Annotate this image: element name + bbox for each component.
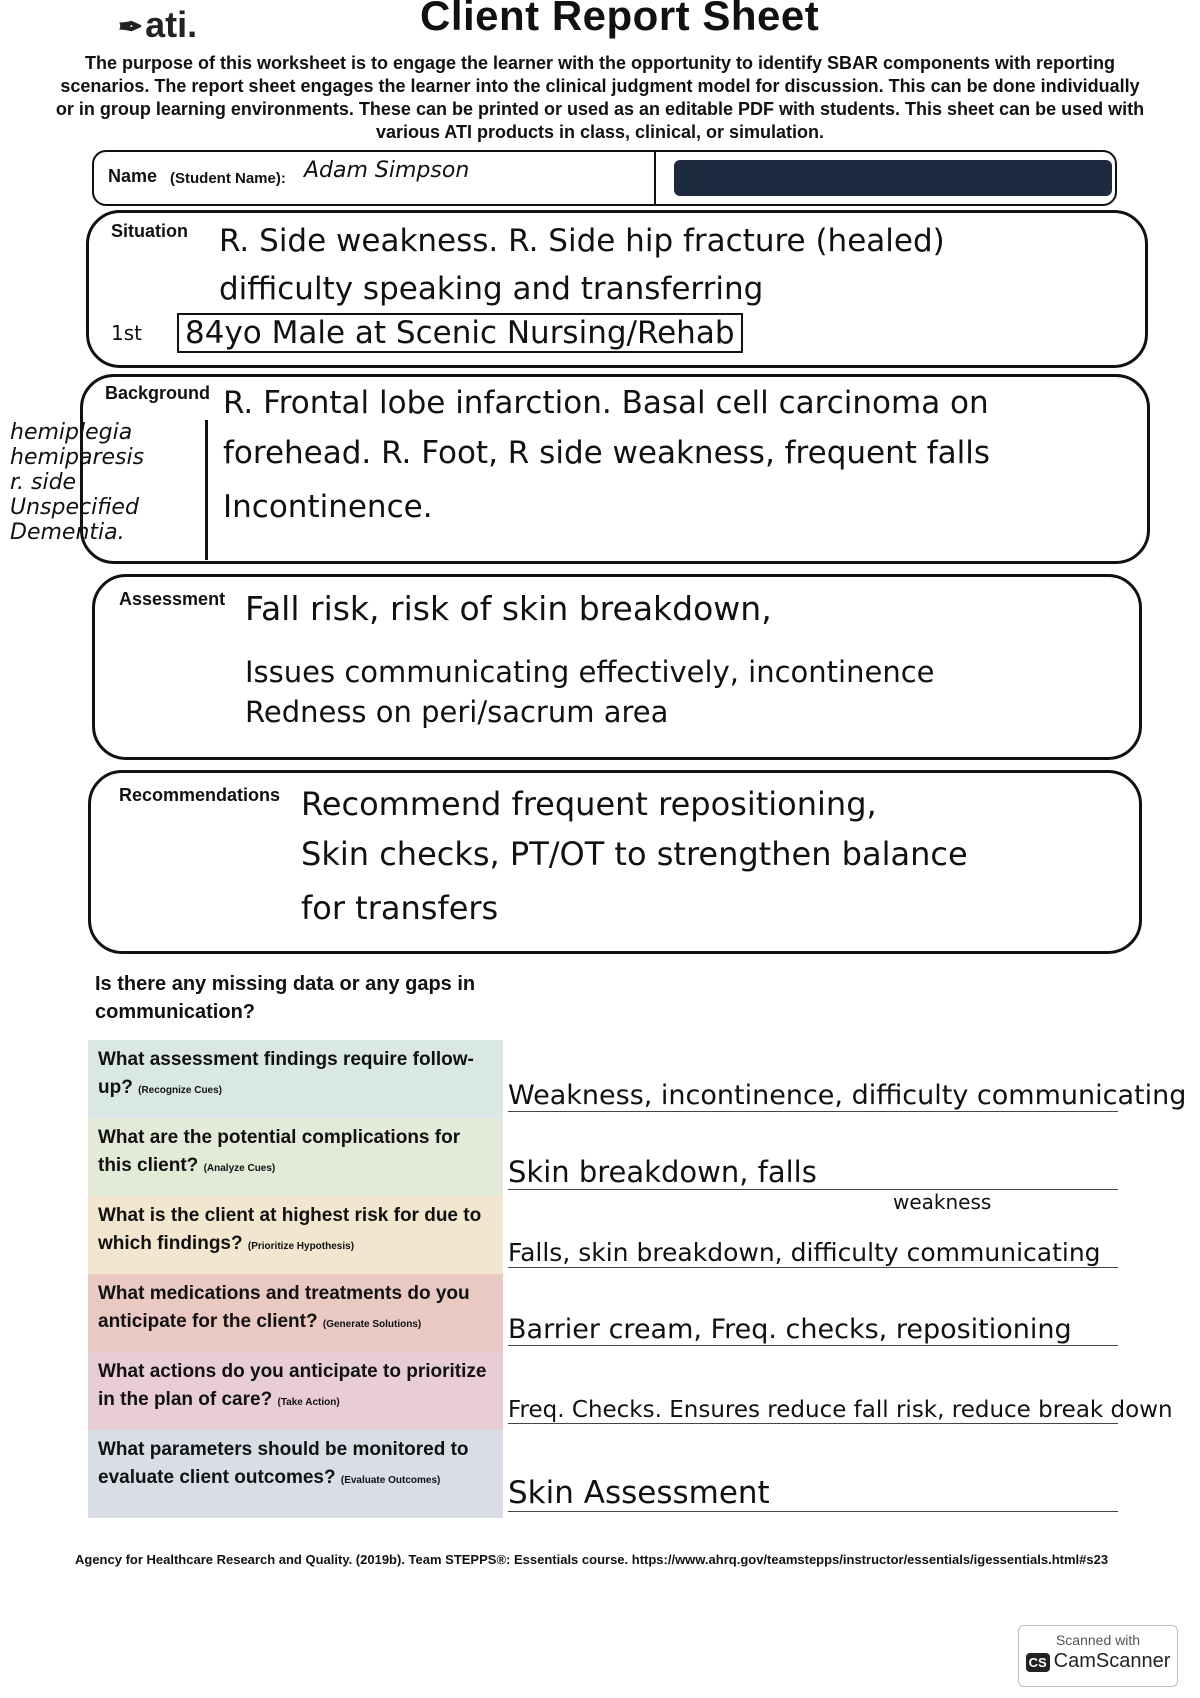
- camscanner-text: CamScanner: [1053, 1650, 1171, 1672]
- assessment-line-2[interactable]: Issues communicating effectively, incontinence: [245, 655, 935, 689]
- side-note-4: Unspecified: [10, 495, 139, 520]
- row-question-cell: [88, 1352, 503, 1430]
- situation-line-1[interactable]: R. Side weakness. R. Side hip fracture (healed): [219, 223, 945, 259]
- assessment-box: [92, 574, 1142, 760]
- intro-paragraph: The purpose of this worksheet is to engage the learner with the opportunity to identify SBAR components with reporting scenarios. The report sheet engages the learner into the clinical judgment model for discussion. This can be done individually or in group learning environments. These can be printed or used as an editable PDF with students. This sheet can be used with various ATI products in class, clinical, or simulation.: [55, 53, 1145, 142]
- row-analyze-cues: [88, 1118, 1118, 1196]
- student-name-value[interactable]: Adam Simpson: [304, 158, 470, 183]
- row-answer[interactable]: Freq. Checks. Ensures reduce fall risk, reduce break down: [508, 1397, 1173, 1423]
- row-answer-line: [508, 1238, 1118, 1268]
- row-answer[interactable]: Skin Assessment: [508, 1475, 770, 1511]
- row-take-action: [88, 1352, 1173, 1430]
- row-tag: (Recognize Cues): [138, 1085, 223, 1096]
- row-question: What actions do you anticipate to prioritize in the plan of care?: [98, 1361, 487, 1410]
- row-question: What parameters should be monitored to evaluate client outcomes?: [98, 1439, 469, 1488]
- recommendations-label: Recommendations: [119, 785, 281, 805]
- camscanner-badge: [1018, 1625, 1178, 1687]
- ati-logo: [118, 4, 197, 46]
- background-line-3[interactable]: Incontinence.: [223, 489, 433, 525]
- row-answer-line: [508, 1475, 1118, 1512]
- row-answer[interactable]: Barrier cream, Freq. checks, repositioning: [508, 1314, 1072, 1345]
- row-tag: (Take Action): [277, 1397, 340, 1408]
- logo-text: ati.: [145, 4, 198, 45]
- background-line-2[interactable]: forehead. R. Foot, R side weakness, frequent falls: [223, 435, 991, 471]
- redaction-block: [674, 160, 1112, 196]
- row-answer-line: [508, 1314, 1118, 1346]
- background-line-1[interactable]: R. Frontal lobe infarction. Basal cell carcinoma on: [223, 385, 989, 421]
- row-answer-extra[interactable]: weakness: [893, 1190, 992, 1214]
- row-answer-line: [508, 1155, 1118, 1190]
- situation-line-2[interactable]: difficulty speaking and transferring: [219, 271, 764, 307]
- row-answer[interactable]: Skin breakdown, falls: [508, 1155, 817, 1189]
- row-question-cell: [88, 1118, 503, 1196]
- row-evaluate-outcomes: [88, 1430, 1118, 1518]
- name-box: [92, 150, 1117, 206]
- citation: Agency for Healthcare Research and Quality. (2019b). Team STEPPS®: Essentials course. https://www.ahrq.gov/teamstepps/instructor/essentials/igessentials.html#s23: [75, 1552, 1109, 1567]
- row-question-cell: [88, 1040, 503, 1118]
- row-answer[interactable]: Falls, skin breakdown, difficulty communicating: [508, 1238, 1101, 1267]
- name-divider: [654, 152, 656, 204]
- row-answer-line: [508, 1397, 1173, 1424]
- row-answer[interactable]: Weakness, incontinence, difficulty communicating: [508, 1080, 1187, 1111]
- scanned-with-text: Scanned with: [1055, 1632, 1141, 1648]
- name-label: Name: [108, 166, 158, 186]
- side-note-5: Dementia.: [10, 520, 125, 545]
- camscanner-brand: [1019, 1650, 1177, 1673]
- row-question-cell: [88, 1430, 503, 1518]
- assessment-label: Assessment: [119, 589, 226, 609]
- gaps-question: Is there any missing data or any gaps in communication?: [95, 973, 476, 1023]
- row-question-cell: [88, 1196, 503, 1274]
- background-side-notes: [10, 420, 208, 560]
- row-question: What medications and treatments do you anticipate for the client?: [98, 1283, 470, 1332]
- assessment-line-1[interactable]: Fall risk, risk of skin breakdown,: [245, 589, 772, 628]
- row-tag: (Prioritize Hypothesis): [247, 1241, 355, 1252]
- name-sublabel: (Student Name):: [170, 170, 286, 187]
- row-question: What is the client at highest risk for due to which findings?: [98, 1205, 482, 1254]
- situation-box: [86, 210, 1148, 368]
- row-answer-line: [508, 1080, 1187, 1112]
- side-note-1: hemiplegia: [10, 420, 133, 445]
- row-recognize-cues: [88, 1040, 1187, 1118]
- row-prioritize-hypothesis: [88, 1190, 1118, 1274]
- situation-margin-note: 1st: [111, 321, 142, 345]
- page-title: Client Report Sheet: [420, 0, 820, 39]
- recommendations-box: [88, 770, 1142, 954]
- row-tag: (Analyze Cues): [203, 1163, 276, 1174]
- side-note-3: r. side: [10, 470, 77, 495]
- row-question-cell: [88, 1274, 503, 1352]
- side-note-2: hemiparesis: [10, 445, 145, 470]
- recommendations-line-2[interactable]: Skin checks, PT/OT to strengthen balance: [301, 835, 968, 873]
- background-label: Background: [105, 383, 211, 403]
- recommendations-line-3[interactable]: for transfers: [301, 889, 499, 927]
- assessment-line-3[interactable]: Redness on peri/sacrum area: [245, 695, 669, 729]
- situation-label: Situation: [111, 221, 188, 241]
- stethoscope-icon: ✒: [118, 11, 144, 44]
- row-question: What assessment findings require follow-up?: [98, 1049, 474, 1098]
- situation-line-3[interactable]: 84yo Male at Scenic Nursing/Rehab: [177, 313, 743, 353]
- row-question: What are the potential complications for this client?: [98, 1127, 461, 1176]
- row-tag: (Generate Solutions): [322, 1319, 422, 1330]
- background-box: [80, 374, 1150, 564]
- camscanner-icon: CS: [1026, 1653, 1050, 1672]
- row-generate-solutions: [88, 1274, 1118, 1352]
- recommendations-line-1[interactable]: Recommend frequent repositioning,: [301, 785, 877, 823]
- row-tag: (Evaluate Outcomes): [340, 1475, 441, 1486]
